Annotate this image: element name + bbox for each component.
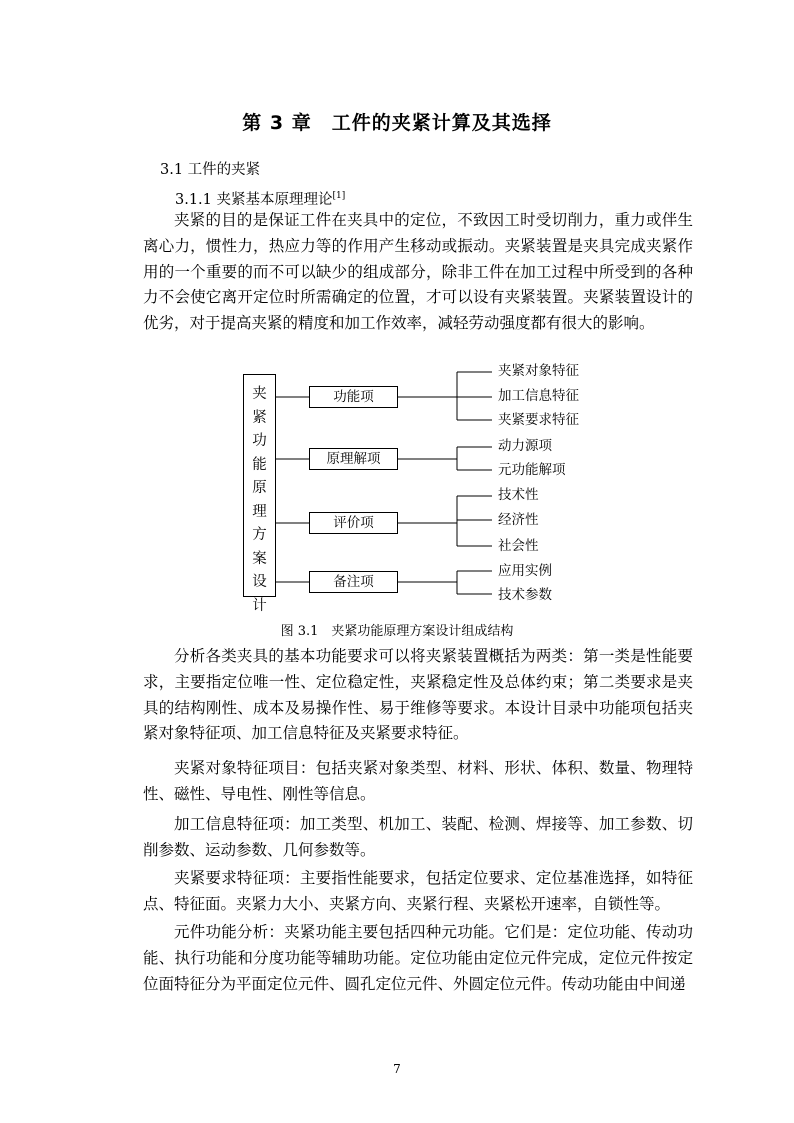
root-label: 夹 紧 功 能 原 理 方 案 设 计 bbox=[252, 386, 267, 614]
subsection-heading-text: 3.1.1 夹紧基本原理理论 bbox=[175, 191, 333, 208]
paragraph-clamping-requirements: 夹紧要求特征项：主要指性能要求，包括定位要求、定位基准选择，如特征点、特征面。夹紧力大小、夹紧方向、夹紧行程、夹紧松开速率，自锁性等。 bbox=[143, 869, 693, 913]
leaf-item: 加工信息特征 bbox=[498, 388, 579, 404]
citation-ref: [1] bbox=[332, 191, 346, 201]
leaf-item: 技术参数 bbox=[498, 587, 552, 603]
leaf-item: 夹紧对象特征 bbox=[498, 363, 579, 379]
branch-box-function: 功能项 bbox=[309, 386, 398, 408]
leaf-item: 夹紧要求特征 bbox=[498, 412, 579, 428]
section-heading: 3.1 工件的夹紧 bbox=[160, 162, 261, 178]
paragraph-element-function: 元件功能分析：夹紧功能主要包括四种元功能。它们是：定位功能、传动功能、执行功能和分度功能等辅助功能。定位功能由定位元件完成，定位元件按定位面特征分为平面定位元件、圆孔定位元件、外圆定位元件。传动功能由中间递 bbox=[143, 923, 693, 993]
paragraph-intro: 夹紧的目的是保证工件在夹具中的定位，不致因工时受切削力，重力或伴生离心力，惯性力，热应力等的作用产生移动或振动。夹紧装置是夹具完成夹紧作用的一个重要的而不可以缺少的组成部分，除非工件在加工过程中所受到的各种力不会使它离开定位时所需确定的位置，才可以设有夹紧装置。夹紧装置设计的优劣，对于提高夹紧的精度和加工作效率，减轻劳动强度都有很大的影响。 bbox=[143, 211, 693, 333]
paragraph-analysis: 分析各类夹具的基本功能要求可以将夹紧装置概括为两类：第一类是性能要求，主要指定位唯一性、定位稳定性，夹紧稳定性及总体约束；第二类要求是夹具的结构刚性、成本及易操作性、易于维修等要求。本设计目录中功能项包括夹紧对象特征项、加工信息特征及夹紧要求特征。 bbox=[143, 647, 693, 743]
branch-box-principle: 原理解项 bbox=[309, 448, 398, 470]
leaf-item: 元功能解项 bbox=[498, 462, 566, 478]
paragraph-object-features: 夹紧对象特征项目：包括夹紧对象类型、材料、形状、体积、数量、物理特性、磁性、导电性、刚性等信息。 bbox=[143, 759, 693, 803]
leaf-item: 应用实例 bbox=[498, 563, 552, 579]
structure-diagram bbox=[234, 360, 579, 614]
root-box bbox=[243, 374, 276, 614]
paragraph-processing-features: 加工信息特征项：加工类型、机加工、装配、检测、焊接等、加工参数、切削参数、运动参数、几何参数等。 bbox=[143, 815, 693, 859]
leaf-item: 社会性 bbox=[498, 538, 539, 554]
chapter-title: 第 3 章 工件的夹紧计算及其选择 bbox=[242, 112, 552, 134]
branch-box-evaluation: 评价项 bbox=[309, 512, 398, 534]
figure-caption: 图 3.1 夹紧功能原理方案设计组成结构 bbox=[280, 624, 514, 639]
leaf-item: 技术性 bbox=[498, 487, 539, 503]
leaf-item: 动力源项 bbox=[498, 438, 552, 454]
page-number: 7 bbox=[393, 1062, 401, 1076]
branch-box-remarks: 备注项 bbox=[309, 571, 398, 593]
leaf-item: 经济性 bbox=[498, 512, 539, 528]
